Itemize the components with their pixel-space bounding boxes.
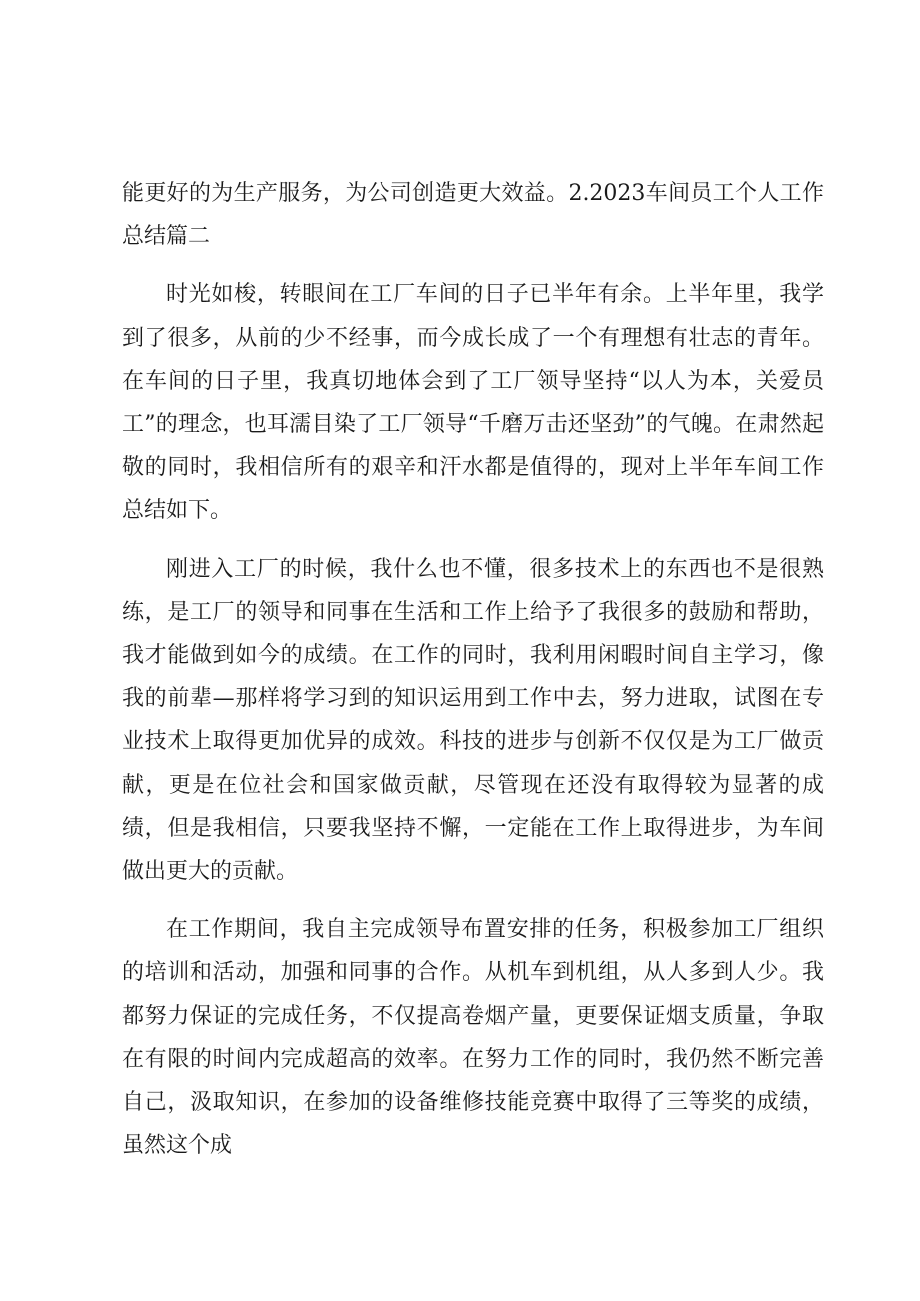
paragraph-continuation: 能更好的为生产服务，为公司创造更大效益。2.2023车间员工个人工作总结篇二 (122, 181, 824, 250)
document-body (122, 172, 824, 1167)
paragraph: 在工作期间，我自主完成领导布置安排的任务，积极参加工厂组织的培训和活动，加强和同事的合作。从机车到机组，从人多到人少。我都努力保证的完成任务，不仅提高卷烟产量，更要保证烟支质量，争取在有限的时间内完成超高的效率。在努力工作的同时，我仍然不断完善自己，汲取知识，在参加的设备维修技能竞赛中取得了三等奖的成绩，虽然这个成 (122, 917, 824, 1159)
paragraph: 刚进入工厂的时候，我什么也不懂，很多技术上的东西也不是很熟练，是工厂的领导和同事在生活和工作上给予了我很多的鼓励和帮助，我才能做到如今的成绩。在工作的同时，我利用闲暇时间自主学习，像我的前辈—那样将学习到的知识运用到工作中去，努力进取，试图在专业技术上取得更加优异的成效。科技的进步与创新不仅仅是为工厂做贡献，更是在位社会和国家做贡献，尽管现在还没有取得较为显著的成绩，但是我相信，只要我坚持不懈，一定能在工作上取得进步，为车间做出更大的贡献。 (122, 556, 824, 885)
paragraph: 时光如梭，转眼间在工厂车间的日子已半年有余。上半年里，我学到了很多，从前的少不经事，而今成长成了一个有理想有壮志的青年。在车间的日子里，我真切地体会到了工厂领导坚持“以人为本，关爱员工”的理念，也耳濡目染了工厂领导“千磨万击还坚劲”的气魄。在肃然起敬的同时，我相信所有的艰辛和汗水都是值得的，现对上半年车间工作总结如下。 (122, 282, 824, 524)
